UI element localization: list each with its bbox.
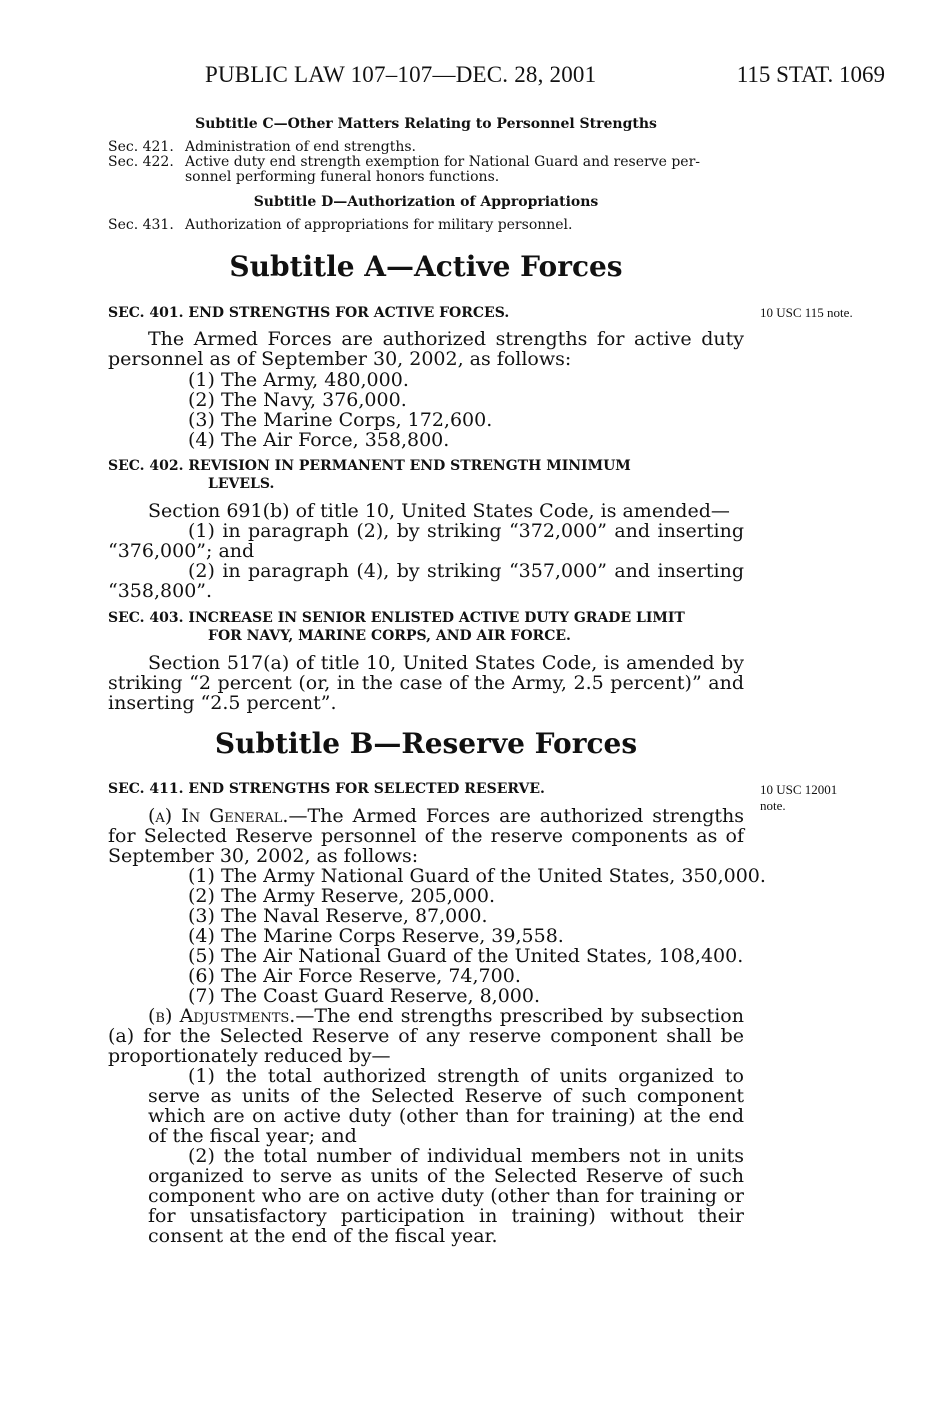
- header-law-date: PUBLIC LAW 107–107—DEC. 28, 2001: [205, 62, 597, 87]
- sec-411-item-3: (3) The Naval Reserve, 87,000.: [188, 905, 488, 927]
- toc-sec-422-num: Sec. 422.: [108, 154, 174, 170]
- sec-411-b-para-2: (2) the total number of individual members not in units organized to serve as units of the Selected Reserve of such component who are on active duty (other than for training or for unsatisfactory participation in training) without their consent at the end of the fiscal year.: [148, 1145, 744, 1247]
- sec-411-b-para-1: (1) the total authorized strength of units organized to serve as units of the Selected Reserve of such component which are on active duty (other than for training) at the end of the fiscal year; and: [148, 1065, 744, 1147]
- subtitle-b-title: Subtitle B—Reserve Forces: [214, 727, 638, 760]
- sec-401-item-2: (2) The Navy, 376,000.: [188, 389, 407, 411]
- sec-402-heading-line1: SEC. 402. REVISION IN PERMANENT END STRENGTH MINIMUM: [108, 458, 631, 474]
- toc-sec-431: [108, 218, 744, 233]
- toc-subtitle-d: Subtitle D—Authorization of Appropriations: [253, 194, 599, 210]
- sec-411-subsection-b: [108, 1006, 744, 1066]
- toc-sec-422-text-cont: sonnel performing funeral honors functions.: [185, 169, 500, 185]
- sec-403-heading: [108, 609, 744, 645]
- sec-411-item-6: (6) The Air Force Reserve, 74,700.: [188, 965, 521, 987]
- sec-411-heading: SEC. 411. END STRENGTHS FOR SELECTED RESERVE.: [108, 781, 545, 797]
- sec-401-item-3: (3) The Marine Corps, 172,600.: [188, 409, 493, 431]
- sec-402-para-2: (2) in paragraph (4), by striking “357,000” and inserting “358,800”.: [108, 560, 744, 602]
- toc-subtitle-c: Subtitle C—Other Matters Relating to Personnel Strengths: [195, 116, 657, 132]
- sec-401-item-1: (1) The Army, 480,000.: [188, 369, 409, 391]
- sec-403-heading-line1: SEC. 403. INCREASE IN SENIOR ENLISTED ACTIVE DUTY GRADE LIMIT: [108, 610, 685, 626]
- sec-411-margin-note: [760, 782, 837, 814]
- sec-411-item-5: (5) The Air National Guard of the United States, 108,400.: [188, 945, 744, 967]
- sec-411-margin-note-line2: note.: [760, 798, 786, 813]
- sec-411-item-4: (4) The Marine Corps Reserve, 39,558.: [188, 925, 564, 947]
- toc-sec-422: [108, 155, 744, 185]
- toc-sec-431-num: Sec. 431.: [108, 217, 174, 233]
- sec-402-heading-line2: LEVELS.: [208, 476, 275, 492]
- subtitle-a-title: Subtitle A—Active Forces: [229, 250, 623, 283]
- header-stat-page: 115 STAT. 1069: [736, 62, 885, 87]
- sec-411-b-label: (b) Adjustments.: [148, 1005, 296, 1027]
- toc-sec-431-text: Authorization of appropriations for military personnel.: [185, 217, 573, 233]
- toc-sec-421-text: Administration of end strengths.: [185, 139, 416, 155]
- sec-402-heading: [108, 457, 744, 493]
- sec-402-intro: Section 691(b) of title 10, United States Code, is amended—: [148, 500, 730, 522]
- sec-411-item-1: (1) The Army National Guard of the United States, 350,000.: [188, 865, 766, 887]
- sec-401-item-4: (4) The Air Force, 358,800.: [188, 429, 450, 451]
- sec-411-a-text: —The Armed Forces are authorized strengths for Selected Reserve personnel of the reserve components as of September 30, 2002, as follows:: [108, 805, 744, 867]
- sec-401-heading: SEC. 401. END STRENGTHS FOR ACTIVE FORCES.: [108, 305, 510, 321]
- sec-401-intro: The Armed Forces are authorized strengths for active duty personnel as of September 30, 2002, as follows:: [108, 328, 744, 370]
- toc-sec-421-num: Sec. 421.: [108, 139, 174, 155]
- toc-sec-422-text: Active duty end strength exemption for National Guard and reserve per-: [185, 154, 700, 170]
- sec-411-b-text: —The end strengths prescribed by subsection (a) for the Selected Reserve of any reserve component shall be proportionately reduced by—: [108, 1005, 744, 1067]
- sec-402-para-1: (1) in paragraph (2), by striking “372,000” and inserting “376,000”; and: [108, 520, 744, 562]
- sec-403-heading-line2: FOR NAVY, MARINE CORPS, AND AIR FORCE.: [208, 628, 571, 644]
- sec-411-margin-note-line1: 10 USC 12001: [760, 782, 838, 797]
- page-header: [205, 62, 885, 96]
- sec-411-subsection-a: [108, 806, 744, 866]
- sec-411-item-7: (7) The Coast Guard Reserve, 8,000.: [188, 985, 541, 1007]
- toc-sec-421: [108, 140, 744, 155]
- sec-401-margin-note: 10 USC 115 note.: [760, 305, 853, 320]
- sec-411-item-2: (2) The Army Reserve, 205,000.: [188, 885, 496, 907]
- sec-403-text: Section 517(a) of title 10, United States Code, is amended by striking “2 percent (or, in the case of the Army, 2.5 percent)” and inserting “2.5 percent”.: [108, 652, 744, 714]
- sec-411-a-label: (a) In General.: [148, 805, 289, 827]
